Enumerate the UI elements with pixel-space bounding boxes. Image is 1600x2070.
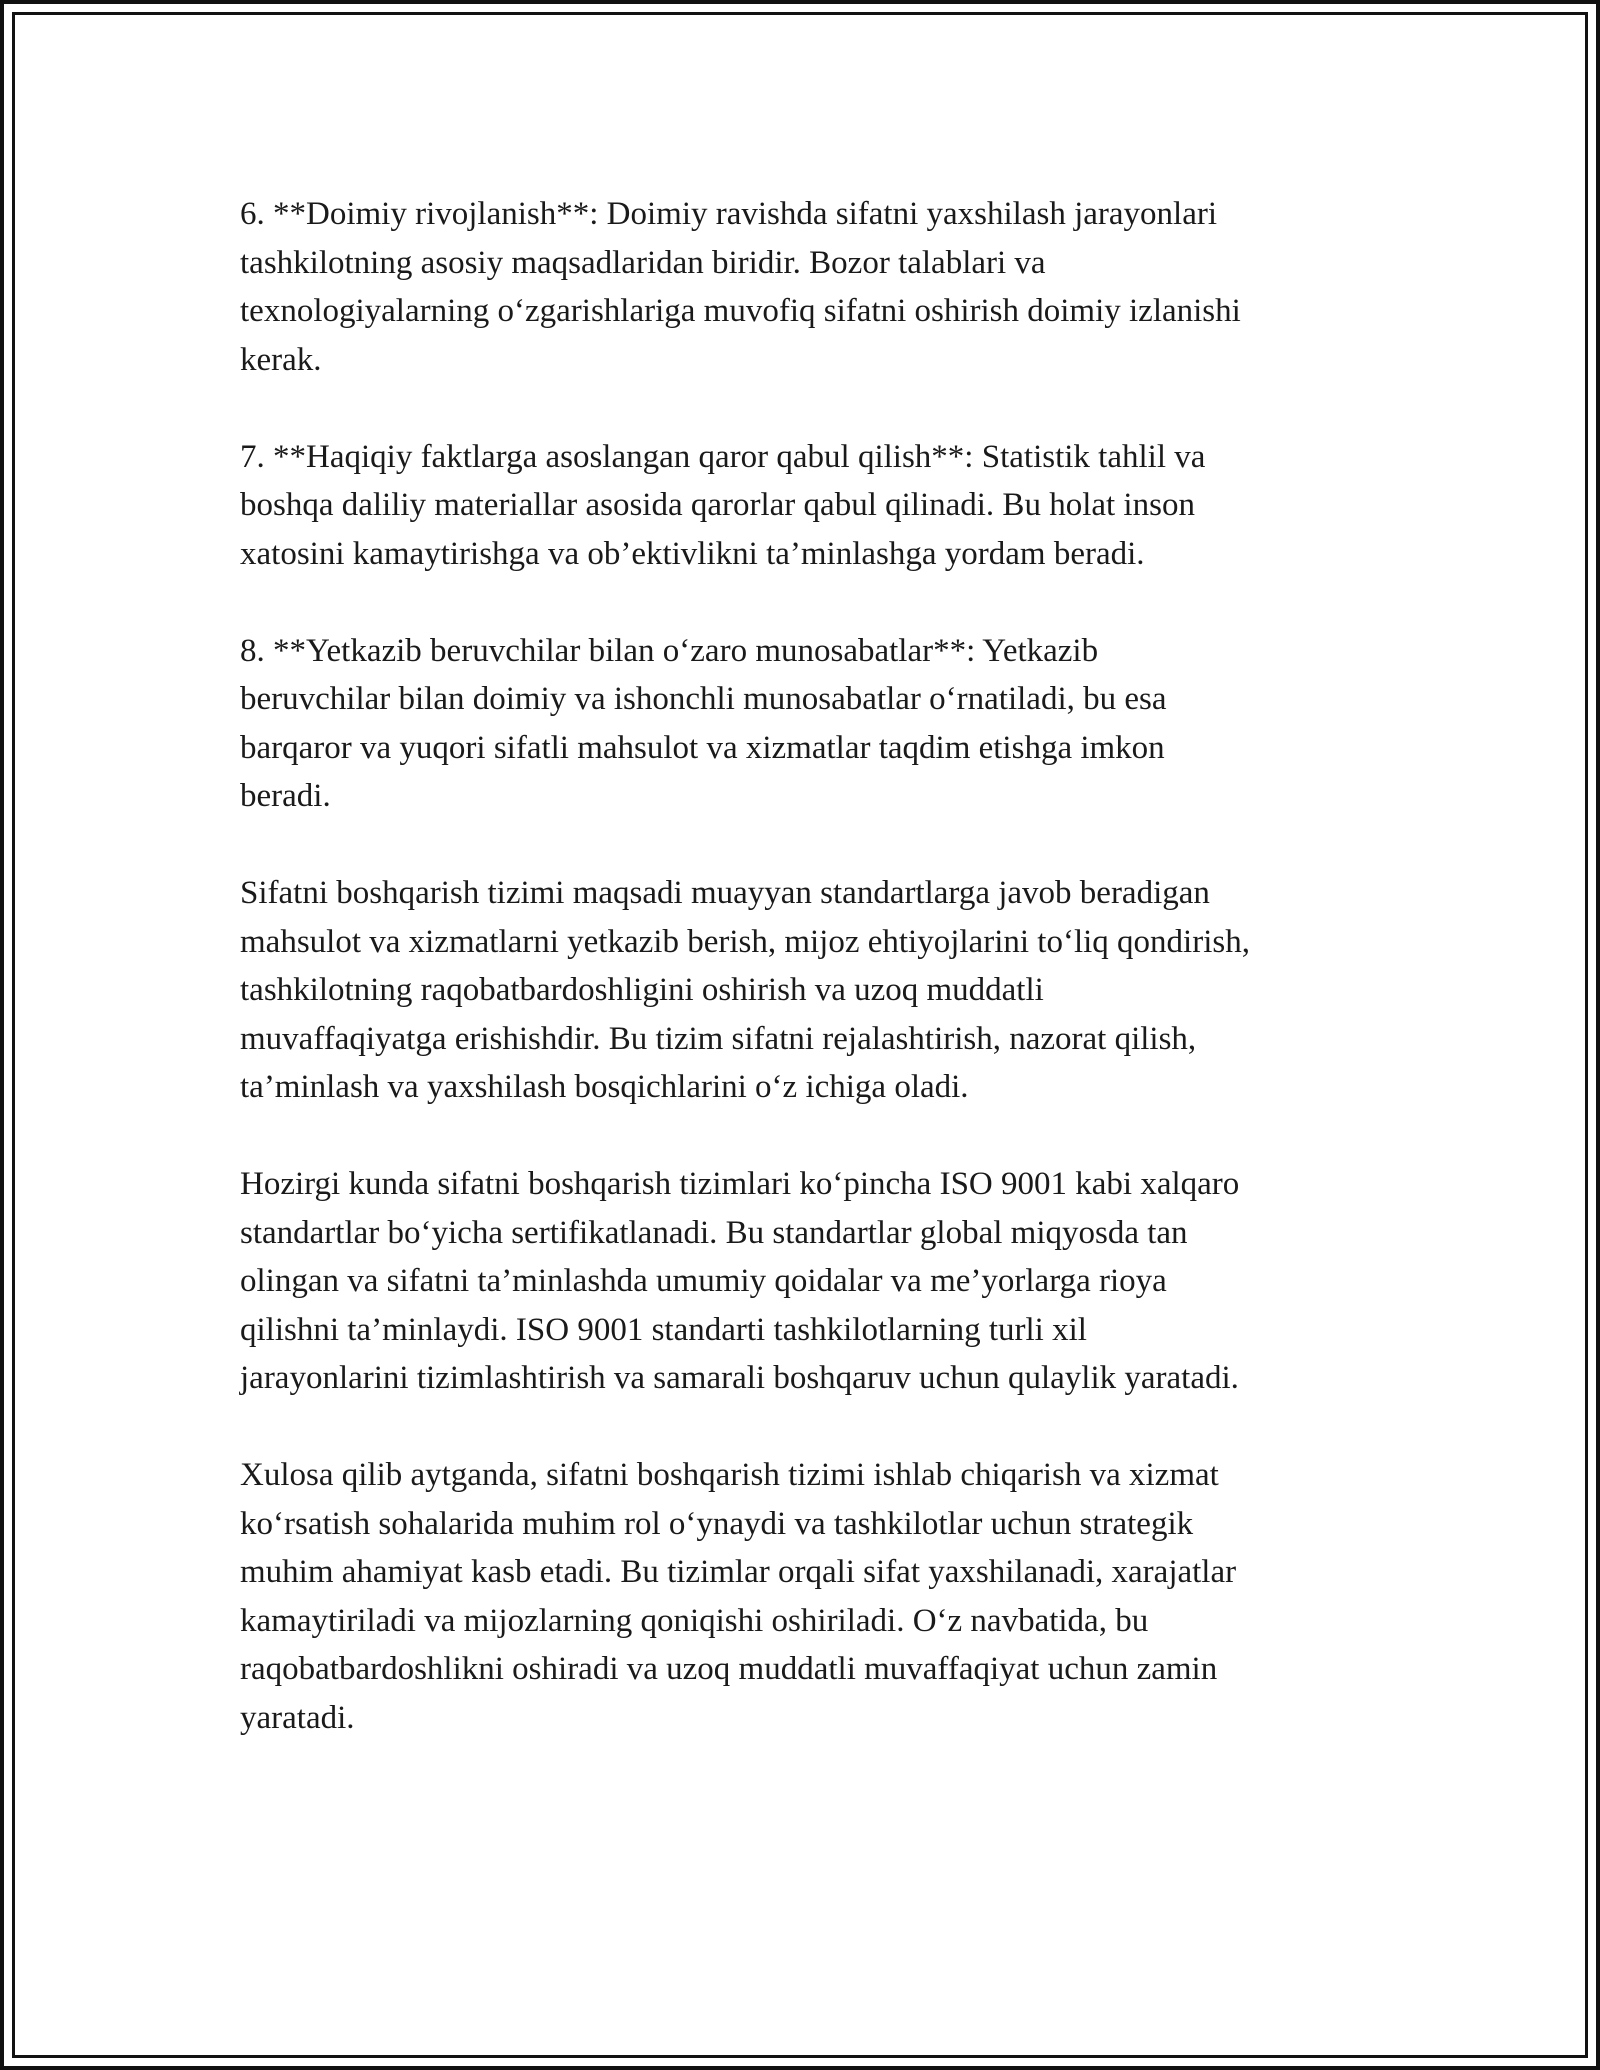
- paragraph-system-goal: Sifatni boshqarish tizimi maqsadi muayyan standartlarga javob beradigan mahsulot va xizmatlarni yetkazib berish, mijoz ehtiyojlarini to‘liq qondirish, tashkilotning raqobatbardoshligini oshirish va uzoq muddatli muvaffaqiyatga erishishdir. Bu tizim sifatni rejalashtirish, nazorat qilish, ta’minlash va yaxshilash bosqichlarini o‘z ichiga oladi.: [240, 875, 1250, 1105]
- paragraph-principle-7: 7. **Haqiqiy faktlarga asoslangan qaror qabul qilish**: Statistik tahlil va boshqa daliliy materiallar asosida qarorlar qabul qilinadi. Bu holat inson xatosini kamaytirishga va ob’ektivlikni ta’minlashga yordam beradi.: [240, 438, 1206, 572]
- paragraph-principle-8: 8. **Yetkazib beruvchilar bilan o‘zaro munosabatlar**: Yetkazib beruvchilar bilan doimiy va ishonchli munosabatlar o‘rnatiladi, bu esa barqaror va yuqori sifatli mahsulot va xizmatlar taqdim etishga imkon beradi.: [240, 632, 1167, 814]
- document-body: [240, 190, 1380, 1791]
- paragraph-iso-9001: Hozirgi kunda sifatni boshqarish tizimlari ko‘pincha ISO 9001 kabi xalqaro standartlar bo‘yicha sertifikatlanadi. Bu standartlar global miqyosda tan olingan va sifatni ta’minlashda umumiy qoidalar va me’yorlarga rioya qilishni ta’minlaydi. ISO 9001 standarti tashkilotlarning turli xil jarayonlarini tizimlashtirish va samarali boshqaruv uchun qulaylik yaratadi.: [240, 1166, 1240, 1396]
- paragraph-principle-6: 6. **Doimiy rivojlanish**: Doimiy ravishda sifatni yaxshilash jarayonlari tashkilotning asosiy maqsadlaridan biridir. Bozor talablari va texnologiyalarning o‘zgarishlariga muvofiq sifatni oshirish doimiy izlanishi kerak.: [240, 196, 1241, 378]
- paragraph-conclusion: Xulosa qilib aytganda, sifatni boshqarish tizimi ishlab chiqarish va xizmat ko‘rsatish sohalarida muhim rol o‘ynaydi va tashkilotlar uchun strategik muhim ahamiyat kasb etadi. Bu tizimlar orqali sifat yaxshilanadi, xarajatlar kamaytiriladi va mijozlarning qoniqishi oshiriladi. O‘z navbatida, bu raqobatbardoshlikni oshiradi va uzoq muddatli muvaffaqiyat uchun zamin yaratadi.: [240, 1457, 1237, 1736]
